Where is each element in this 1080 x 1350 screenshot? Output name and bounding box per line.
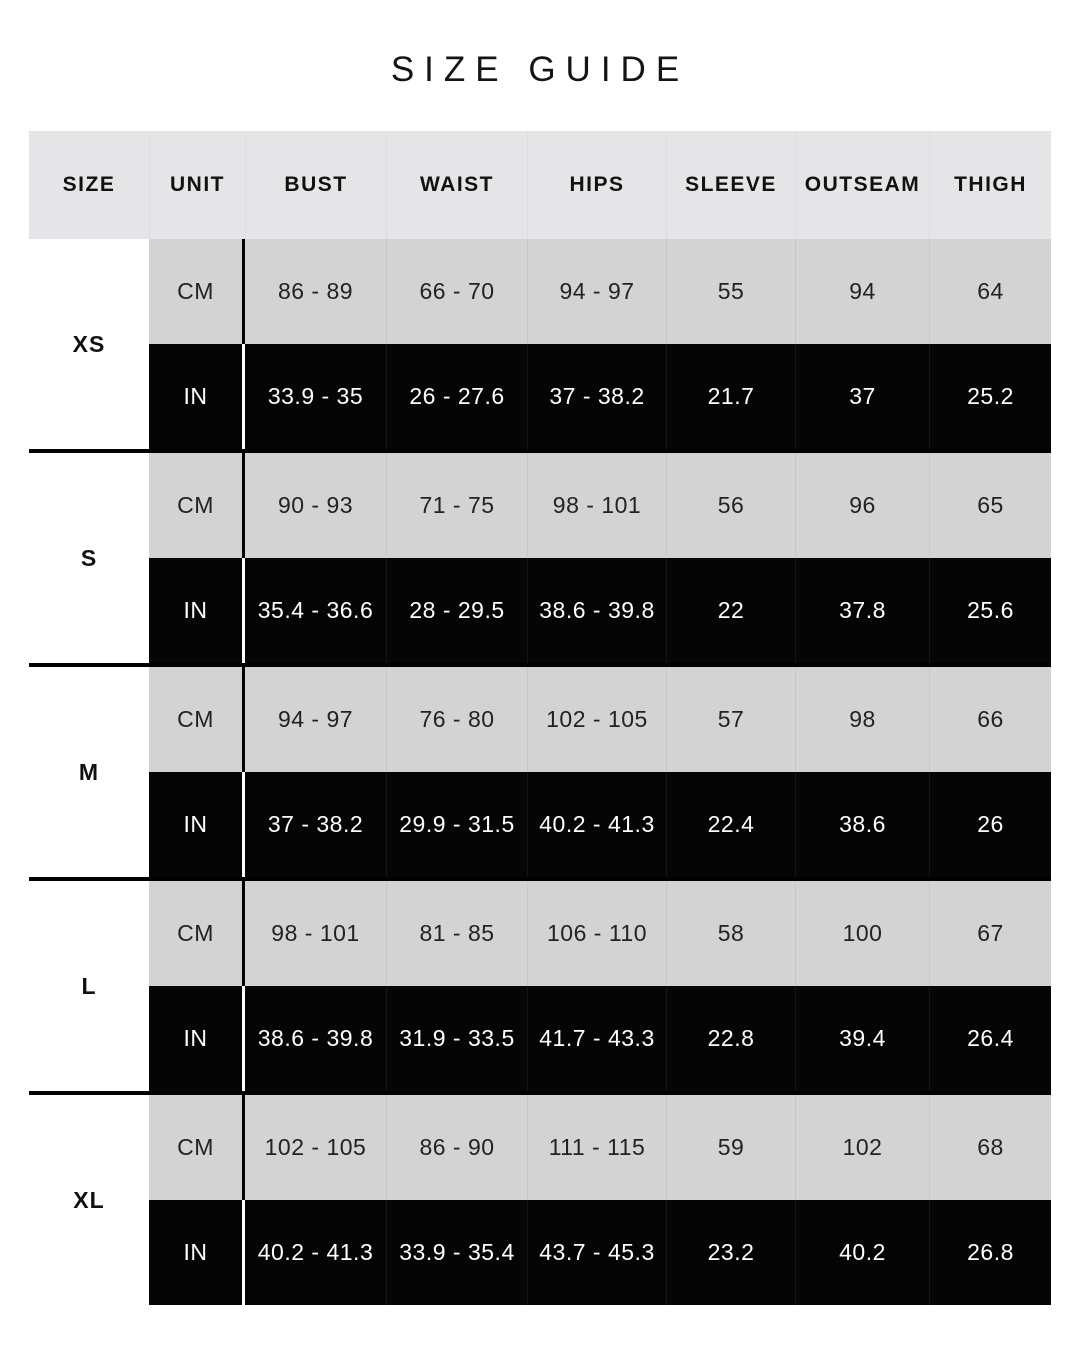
measurement-cell-in: 21.7: [666, 344, 795, 449]
measurement-cell-in: 22.4: [666, 772, 795, 877]
measurement-cell-cm: 55: [666, 239, 795, 344]
unit-cell-cm: CM: [149, 1095, 245, 1200]
measurement-cell-cm: 102 - 105: [245, 1095, 386, 1200]
measurement-cell-in: 37 - 38.2: [527, 344, 666, 449]
measurement-cell-cm: 76 - 80: [386, 667, 527, 772]
page-title: SIZE GUIDE: [390, 50, 690, 89]
size-label-xs: XS: [29, 239, 149, 449]
measurement-cell-in: 41.7 - 43.3: [527, 986, 666, 1091]
measurement-cell-cm: 98 - 101: [527, 453, 666, 558]
measurement-cell-cm: 98: [795, 667, 929, 772]
size-group-s: [29, 453, 1051, 667]
measurement-cell-cm: 86 - 90: [386, 1095, 527, 1200]
measurement-cell-cm: 100: [795, 881, 929, 986]
measurement-cell-in: 22.8: [666, 986, 795, 1091]
measurement-cell-in: 31.9 - 33.5: [386, 986, 527, 1091]
measurement-cell-cm: 66: [929, 667, 1051, 772]
measurement-cell-in: 22: [666, 558, 795, 663]
measurement-cell-cm: 58: [666, 881, 795, 986]
header-cell-waist: WAIST: [386, 131, 527, 239]
measurement-cell-cm: 59: [666, 1095, 795, 1200]
size-label-xl: XL: [29, 1095, 149, 1305]
size-label-m: M: [29, 667, 149, 877]
measurement-cell-in: 37: [795, 344, 929, 449]
measurement-cell-cm: 94 - 97: [527, 239, 666, 344]
measurement-cell-cm: 81 - 85: [386, 881, 527, 986]
measurement-cell-cm: 96: [795, 453, 929, 558]
measurement-cell-in: 28 - 29.5: [386, 558, 527, 663]
header-cell-hips: HIPS: [527, 131, 666, 239]
unit-cell-in: IN: [149, 1200, 245, 1305]
measurement-cell-cm: 68: [929, 1095, 1051, 1200]
measurement-cell-cm: 106 - 110: [527, 881, 666, 986]
measurement-cell-in: 43.7 - 45.3: [527, 1200, 666, 1305]
measurement-cell-in: 38.6 - 39.8: [245, 986, 386, 1091]
unit-cell-cm: CM: [149, 667, 245, 772]
measurement-cell-cm: 64: [929, 239, 1051, 344]
size-label-l: L: [29, 881, 149, 1091]
unit-cell-cm: CM: [149, 453, 245, 558]
measurement-cell-in: 40.2: [795, 1200, 929, 1305]
measurement-cell-cm: 111 - 115: [527, 1095, 666, 1200]
header-cell-thigh: THIGH: [929, 131, 1051, 239]
table-header-row: [29, 131, 1051, 239]
measurement-cell-in: 38.6: [795, 772, 929, 877]
size-label-s: S: [29, 453, 149, 663]
unit-cell-cm: CM: [149, 239, 245, 344]
header-cell-bust: BUST: [245, 131, 386, 239]
measurement-cell-cm: 65: [929, 453, 1051, 558]
measurement-cell-in: 38.6 - 39.8: [527, 558, 666, 663]
measurement-cell-in: 23.2: [666, 1200, 795, 1305]
measurement-cell-in: 29.9 - 31.5: [386, 772, 527, 877]
measurement-cell-in: 26 - 27.6: [386, 344, 527, 449]
measurement-cell-cm: 98 - 101: [245, 881, 386, 986]
measurement-cell-in: 39.4: [795, 986, 929, 1091]
unit-cell-in: IN: [149, 344, 245, 449]
unit-cell-in: IN: [149, 986, 245, 1091]
size-group-m: [29, 667, 1051, 881]
measurement-cell-in: 25.6: [929, 558, 1051, 663]
header-cell-unit: UNIT: [149, 131, 245, 239]
measurement-cell-cm: 56: [666, 453, 795, 558]
header-cell-outseam: OUTSEAM: [795, 131, 929, 239]
measurement-cell-cm: 90 - 93: [245, 453, 386, 558]
unit-cell-in: IN: [149, 772, 245, 877]
measurement-cell-in: 26: [929, 772, 1051, 877]
measurement-cell-cm: 71 - 75: [386, 453, 527, 558]
measurement-cell-cm: 86 - 89: [245, 239, 386, 344]
measurement-cell-in: 26.4: [929, 986, 1051, 1091]
size-group-xl: [29, 1095, 1051, 1305]
unit-cell-in: IN: [149, 558, 245, 663]
measurement-cell-in: 40.2 - 41.3: [527, 772, 666, 877]
measurement-cell-in: 37 - 38.2: [245, 772, 386, 877]
measurement-cell-cm: 94: [795, 239, 929, 344]
measurement-cell-in: 26.8: [929, 1200, 1051, 1305]
size-group-xs: [29, 239, 1051, 453]
measurement-cell-in: 37.8: [795, 558, 929, 663]
measurement-cell-cm: 67: [929, 881, 1051, 986]
size-guide-table-body: [0, 239, 1080, 1305]
measurement-cell-cm: 66 - 70: [386, 239, 527, 344]
measurement-cell-cm: 57: [666, 667, 795, 772]
measurement-cell-cm: 102: [795, 1095, 929, 1200]
header-cell-sleeve: SLEEVE: [666, 131, 795, 239]
unit-cell-cm: CM: [149, 881, 245, 986]
measurement-cell-cm: 94 - 97: [245, 667, 386, 772]
measurement-cell-in: 33.9 - 35.4: [386, 1200, 527, 1305]
header-cell-size: SIZE: [62, 173, 116, 196]
measurement-cell-cm: 102 - 105: [527, 667, 666, 772]
measurement-cell-in: 25.2: [929, 344, 1051, 449]
measurement-cell-in: 40.2 - 41.3: [245, 1200, 386, 1305]
measurement-cell-in: 33.9 - 35: [245, 344, 386, 449]
measurement-cell-in: 35.4 - 36.6: [245, 558, 386, 663]
size-group-l: [29, 881, 1051, 1095]
